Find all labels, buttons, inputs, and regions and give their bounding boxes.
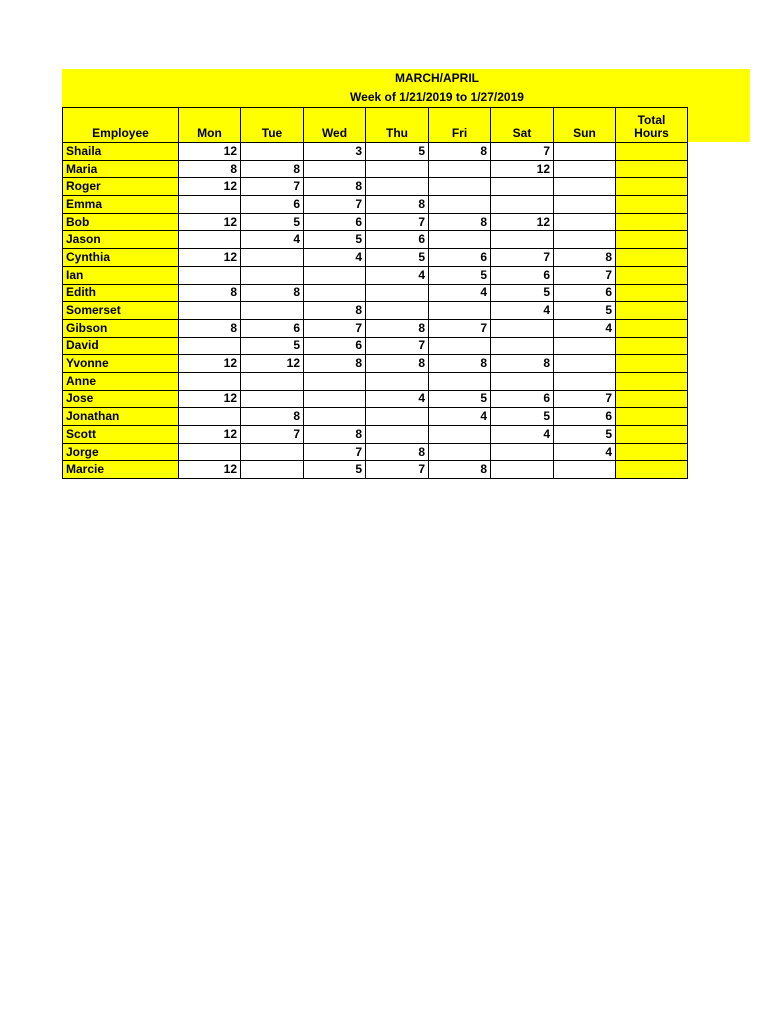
hours-cell-sat[interactable]: 4 [491, 302, 554, 320]
hours-cell-thu[interactable] [366, 302, 429, 320]
hours-cell-mon[interactable]: 12 [179, 213, 241, 231]
hours-cell-fri[interactable]: 4 [429, 408, 491, 426]
hours-cell-sat[interactable] [491, 372, 554, 390]
hours-cell-sun[interactable]: 7 [554, 266, 616, 284]
hours-cell-fri[interactable]: 8 [429, 355, 491, 373]
hours-cell-sat[interactable]: 6 [491, 266, 554, 284]
hours-cell-tue[interactable] [241, 302, 304, 320]
hours-cell-wed[interactable]: 8 [304, 178, 366, 196]
hours-cell-sat[interactable]: 12 [491, 160, 554, 178]
hours-cell-wed[interactable]: 8 [304, 355, 366, 373]
hours-cell-wed[interactable] [304, 390, 366, 408]
hours-cell-sun[interactable] [554, 372, 616, 390]
hours-cell-thu[interactable]: 7 [366, 337, 429, 355]
hours-cell-sun[interactable] [554, 143, 616, 161]
hours-cell-sun[interactable]: 5 [554, 426, 616, 444]
employee-name-cell[interactable]: Yvonne [63, 355, 179, 373]
hours-cell-wed[interactable]: 7 [304, 443, 366, 461]
hours-cell-tue[interactable]: 6 [241, 196, 304, 214]
hours-cell-sun[interactable] [554, 196, 616, 214]
hours-cell-tue[interactable] [241, 372, 304, 390]
hours-cell-fri[interactable] [429, 231, 491, 249]
hours-cell-tue[interactable]: 8 [241, 284, 304, 302]
table-row [63, 284, 688, 302]
employee-name-cell[interactable]: David [63, 337, 179, 355]
hours-cell-mon[interactable] [179, 337, 241, 355]
hours-cell-sat[interactable]: 6 [491, 390, 554, 408]
hours-cell-tue[interactable]: 5 [241, 213, 304, 231]
total-hours-cell[interactable] [616, 302, 688, 320]
table-row [63, 426, 688, 444]
timesheet-body [63, 143, 688, 479]
header-row [63, 108, 688, 143]
hours-cell-sat[interactable]: 5 [491, 408, 554, 426]
hours-cell-wed[interactable]: 7 [304, 319, 366, 337]
hours-cell-wed[interactable]: 4 [304, 249, 366, 267]
hours-cell-fri[interactable]: 5 [429, 390, 491, 408]
hours-cell-tue[interactable]: 7 [241, 178, 304, 196]
hours-cell-wed[interactable]: 5 [304, 461, 366, 479]
hours-cell-sun[interactable] [554, 178, 616, 196]
hours-cell-mon[interactable]: 12 [179, 390, 241, 408]
column-header-employee[interactable]: Employee [63, 108, 179, 143]
hours-cell-fri[interactable]: 8 [429, 461, 491, 479]
hours-cell-mon[interactable] [179, 196, 241, 214]
employee-name-cell[interactable]: Jose [63, 390, 179, 408]
total-hours-cell[interactable] [616, 231, 688, 249]
total-hours-cell[interactable] [616, 319, 688, 337]
total-hours-cell[interactable] [616, 266, 688, 284]
hours-cell-wed[interactable]: 6 [304, 337, 366, 355]
hours-cell-sun[interactable] [554, 337, 616, 355]
column-header-sat[interactable]: Sat [491, 108, 554, 143]
hours-cell-fri[interactable]: 8 [429, 213, 491, 231]
hours-cell-thu[interactable] [366, 426, 429, 444]
total-hours-cell[interactable] [616, 178, 688, 196]
hours-cell-thu[interactable] [366, 178, 429, 196]
table-row [63, 213, 688, 231]
total-hours-cell[interactable] [616, 372, 688, 390]
employee-name-cell[interactable]: Shaila [63, 143, 179, 161]
total-hours-cell[interactable] [616, 196, 688, 214]
hours-cell-thu[interactable]: 4 [366, 390, 429, 408]
table-row [63, 355, 688, 373]
hours-cell-thu[interactable]: 8 [366, 196, 429, 214]
table-row [63, 302, 688, 320]
hours-cell-wed[interactable]: 5 [304, 231, 366, 249]
table-row [63, 196, 688, 214]
hours-cell-mon[interactable]: 12 [179, 461, 241, 479]
hours-cell-fri[interactable]: 7 [429, 319, 491, 337]
hours-cell-thu[interactable]: 8 [366, 355, 429, 373]
total-hours-cell[interactable] [616, 426, 688, 444]
hours-cell-thu[interactable] [366, 408, 429, 426]
hours-cell-mon[interactable] [179, 231, 241, 249]
hours-cell-tue[interactable] [241, 143, 304, 161]
hours-cell-fri[interactable] [429, 196, 491, 214]
hours-cell-sun[interactable]: 4 [554, 443, 616, 461]
hours-cell-mon[interactable] [179, 372, 241, 390]
hours-cell-mon[interactable]: 8 [179, 319, 241, 337]
hours-cell-sun[interactable] [554, 231, 616, 249]
hours-cell-mon[interactable] [179, 302, 241, 320]
hours-cell-mon[interactable] [179, 443, 241, 461]
hours-cell-thu[interactable]: 6 [366, 231, 429, 249]
employee-name-cell[interactable]: Marcie [63, 461, 179, 479]
hours-cell-thu[interactable]: 8 [366, 319, 429, 337]
hours-cell-sat[interactable] [491, 196, 554, 214]
hours-cell-thu[interactable]: 8 [366, 443, 429, 461]
table-row [63, 143, 688, 161]
hours-cell-sat[interactable] [491, 319, 554, 337]
hours-cell-sat[interactable]: 5 [491, 284, 554, 302]
table-row [63, 443, 688, 461]
hours-cell-sun[interactable] [554, 160, 616, 178]
hours-cell-fri[interactable]: 8 [429, 143, 491, 161]
hours-cell-wed[interactable] [304, 372, 366, 390]
employee-name-cell[interactable]: Jason [63, 231, 179, 249]
table-row [63, 319, 688, 337]
hours-cell-mon[interactable] [179, 266, 241, 284]
employee-name-cell[interactable]: Maria [63, 160, 179, 178]
column-header-thu[interactable]: Thu [366, 108, 429, 143]
table-row [63, 408, 688, 426]
hours-cell-fri[interactable]: 6 [429, 249, 491, 267]
hours-cell-mon[interactable]: 12 [179, 355, 241, 373]
hours-cell-mon[interactable]: 12 [179, 249, 241, 267]
hours-cell-tue[interactable] [241, 266, 304, 284]
column-header-tue[interactable]: Tue [241, 108, 304, 143]
hours-cell-wed[interactable] [304, 266, 366, 284]
total-hours-cell[interactable] [616, 461, 688, 479]
hours-cell-mon[interactable]: 8 [179, 160, 241, 178]
hours-cell-fri[interactable] [429, 337, 491, 355]
column-header-wed[interactable]: Wed [304, 108, 366, 143]
total-hours-cell[interactable] [616, 408, 688, 426]
hours-cell-sun[interactable] [554, 355, 616, 373]
table-row [63, 231, 688, 249]
hours-cell-mon[interactable]: 12 [179, 426, 241, 444]
employee-name-cell[interactable]: Jonathan [63, 408, 179, 426]
table-row [63, 461, 688, 479]
employee-name-cell[interactable]: Edith [63, 284, 179, 302]
hours-cell-thu[interactable] [366, 372, 429, 390]
hours-cell-tue[interactable]: 12 [241, 355, 304, 373]
hours-cell-sun[interactable]: 6 [554, 408, 616, 426]
hours-cell-fri[interactable]: 4 [429, 284, 491, 302]
column-header-sun[interactable]: Sun [554, 108, 616, 143]
total-hours-cell[interactable] [616, 355, 688, 373]
hours-cell-tue[interactable]: 5 [241, 337, 304, 355]
column-header-total-hours[interactable]: Total Hours [616, 108, 688, 143]
hours-cell-sat[interactable]: 12 [491, 213, 554, 231]
employee-name-cell[interactable]: Bob [63, 213, 179, 231]
table-row [63, 372, 688, 390]
hours-cell-thu[interactable]: 7 [366, 213, 429, 231]
hours-cell-sat[interactable] [491, 178, 554, 196]
hours-cell-sat[interactable]: 7 [491, 143, 554, 161]
employee-name-cell[interactable]: Jorge [63, 443, 179, 461]
total-hours-cell[interactable] [616, 337, 688, 355]
hours-cell-sat[interactable] [491, 231, 554, 249]
hours-cell-mon[interactable] [179, 408, 241, 426]
hours-cell-wed[interactable]: 3 [304, 143, 366, 161]
hours-cell-sun[interactable] [554, 461, 616, 479]
total-hours-cell[interactable] [616, 284, 688, 302]
hours-cell-sun[interactable]: 6 [554, 284, 616, 302]
hours-cell-wed[interactable]: 7 [304, 196, 366, 214]
total-hours-cell[interactable] [616, 160, 688, 178]
hours-cell-sat[interactable] [491, 461, 554, 479]
table-row [63, 249, 688, 267]
hours-cell-wed[interactable] [304, 160, 366, 178]
hours-cell-tue[interactable]: 8 [241, 160, 304, 178]
hours-cell-fri[interactable] [429, 426, 491, 444]
hours-cell-fri[interactable] [429, 372, 491, 390]
table-row [63, 266, 688, 284]
total-hours-cell[interactable] [616, 213, 688, 231]
employee-name-cell[interactable]: Roger [63, 178, 179, 196]
table-row [63, 160, 688, 178]
hours-cell-thu[interactable]: 5 [366, 249, 429, 267]
employee-name-cell[interactable]: Gibson [63, 319, 179, 337]
employee-name-cell[interactable]: Emma [63, 196, 179, 214]
hours-cell-fri[interactable] [429, 178, 491, 196]
total-hours-cell[interactable] [616, 143, 688, 161]
total-hours-cell[interactable] [616, 443, 688, 461]
hours-cell-sat[interactable]: 4 [491, 426, 554, 444]
employee-name-cell[interactable]: Cynthia [63, 249, 179, 267]
hours-cell-sun[interactable]: 5 [554, 302, 616, 320]
hours-cell-fri[interactable] [429, 443, 491, 461]
table-row [63, 390, 688, 408]
hours-cell-sat[interactable] [491, 337, 554, 355]
hours-cell-wed[interactable] [304, 284, 366, 302]
hours-cell-sat[interactable]: 7 [491, 249, 554, 267]
column-header-fri[interactable]: Fri [429, 108, 491, 143]
hours-cell-sat[interactable]: 8 [491, 355, 554, 373]
hours-cell-thu[interactable] [366, 160, 429, 178]
table-row [63, 178, 688, 196]
hours-cell-tue[interactable] [241, 249, 304, 267]
hours-cell-tue[interactable]: 4 [241, 231, 304, 249]
table-row [63, 337, 688, 355]
hours-cell-fri[interactable]: 5 [429, 266, 491, 284]
total-hours-cell[interactable] [616, 390, 688, 408]
hours-cell-wed[interactable]: 8 [304, 426, 366, 444]
hours-cell-tue[interactable]: 8 [241, 408, 304, 426]
hours-cell-thu[interactable]: 4 [366, 266, 429, 284]
hours-cell-fri[interactable] [429, 302, 491, 320]
sheet-title: MARCH/APRIL [395, 71, 479, 85]
hours-cell-sun[interactable]: 8 [554, 249, 616, 267]
hours-cell-wed[interactable]: 8 [304, 302, 366, 320]
column-header-mon[interactable]: Mon [179, 108, 241, 143]
hours-cell-mon[interactable]: 12 [179, 143, 241, 161]
hours-cell-sun[interactable]: 4 [554, 319, 616, 337]
hours-cell-tue[interactable] [241, 390, 304, 408]
hours-cell-fri[interactable] [429, 160, 491, 178]
timesheet-table [62, 107, 688, 479]
hours-cell-wed[interactable] [304, 408, 366, 426]
employee-name-cell[interactable]: Anne [63, 372, 179, 390]
employee-name-cell[interactable]: Ian [63, 266, 179, 284]
hours-cell-tue[interactable]: 7 [241, 426, 304, 444]
hours-cell-tue[interactable]: 6 [241, 319, 304, 337]
hours-cell-tue[interactable] [241, 443, 304, 461]
hours-cell-sun[interactable]: 7 [554, 390, 616, 408]
hours-cell-sat[interactable] [491, 443, 554, 461]
hours-cell-mon[interactable]: 8 [179, 284, 241, 302]
hours-cell-thu[interactable]: 7 [366, 461, 429, 479]
hours-cell-sun[interactable] [554, 213, 616, 231]
total-hours-cell[interactable] [616, 249, 688, 267]
sheet-subtitle: Week of 1/21/2019 to 1/27/2019 [350, 90, 524, 104]
employee-name-cell[interactable]: Scott [63, 426, 179, 444]
hours-cell-mon[interactable]: 12 [179, 178, 241, 196]
hours-cell-wed[interactable]: 6 [304, 213, 366, 231]
hours-cell-thu[interactable]: 5 [366, 143, 429, 161]
hours-cell-tue[interactable] [241, 461, 304, 479]
hours-cell-thu[interactable] [366, 284, 429, 302]
employee-name-cell[interactable]: Somerset [63, 302, 179, 320]
